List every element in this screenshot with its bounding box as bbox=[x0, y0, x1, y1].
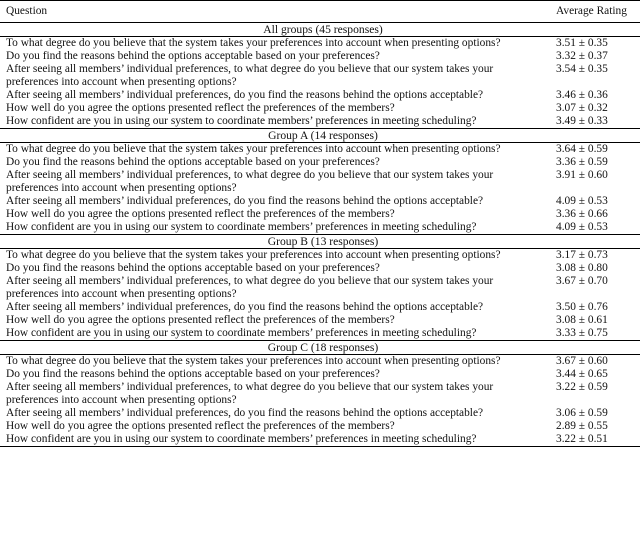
question-cell: After seeing all members’ individual preferences, to what degree do you believe that our system takes your preferences into account when presenting options? bbox=[6, 275, 494, 300]
question-cell: After seeing all members’ individual preferences, do you find the reasons behind the options acceptable? bbox=[6, 407, 484, 419]
group-title: Group A (14 responses) bbox=[0, 129, 640, 143]
table-row bbox=[0, 433, 640, 447]
question-cell: How well do you agree the options presented reflect the preferences of the members? bbox=[6, 208, 395, 220]
group-header-row bbox=[0, 235, 640, 249]
rating-cell: 3.44 ± 0.65 bbox=[556, 368, 608, 380]
question-cell: How well do you agree the options presented reflect the preferences of the members? bbox=[6, 314, 395, 326]
rating-cell: 3.54 ± 0.35 bbox=[556, 63, 608, 75]
question-cell: After seeing all members’ individual preferences, to what degree do you believe that our system takes your preferences into account when presenting options? bbox=[6, 381, 494, 406]
table-row bbox=[0, 208, 640, 221]
group-header-row bbox=[0, 129, 640, 143]
rating-cell: 3.67 ± 0.70 bbox=[556, 275, 608, 287]
rating-cell: 3.67 ± 0.60 bbox=[556, 355, 608, 367]
table-row bbox=[0, 156, 640, 169]
table-row bbox=[0, 249, 640, 263]
question-cell: How confident are you in using our system to coordinate members’ preferences in meeting scheduling? bbox=[6, 327, 477, 339]
question-cell: Do you find the reasons behind the options acceptable based on your preferences? bbox=[6, 50, 380, 62]
question-cell: To what degree do you believe that the system takes your preferences into account when presenting options? bbox=[6, 143, 501, 155]
question-cell: How well do you agree the options presented reflect the preferences of the members? bbox=[6, 420, 395, 432]
rating-cell: 3.08 ± 0.61 bbox=[556, 314, 608, 326]
question-cell: How well do you agree the options presented reflect the preferences of the members? bbox=[6, 102, 395, 114]
table-row bbox=[0, 355, 640, 369]
rating-cell: 3.06 ± 0.59 bbox=[556, 407, 608, 419]
rating-cell: 3.51 ± 0.35 bbox=[556, 37, 608, 49]
table-row bbox=[0, 63, 640, 89]
table-row bbox=[0, 115, 640, 129]
question-cell: To what degree do you believe that the system takes your preferences into account when presenting options? bbox=[6, 249, 501, 261]
question-cell: How confident are you in using our system to coordinate members’ preferences in meeting scheduling? bbox=[6, 221, 477, 233]
rating-cell: 3.17 ± 0.73 bbox=[556, 249, 608, 261]
rating-cell: 4.09 ± 0.53 bbox=[556, 221, 608, 233]
question-cell: Do you find the reasons behind the options acceptable based on your preferences? bbox=[6, 368, 380, 380]
question-cell: After seeing all members’ individual preferences, do you find the reasons behind the options acceptable? bbox=[6, 195, 484, 207]
rating-cell: 3.91 ± 0.60 bbox=[556, 169, 608, 181]
question-cell: To what degree do you believe that the system takes your preferences into account when presenting options? bbox=[6, 355, 501, 367]
rating-cell: 3.64 ± 0.59 bbox=[556, 143, 608, 155]
question-column-header: Question bbox=[0, 1, 548, 23]
table-row bbox=[0, 301, 640, 314]
group-title: Group C (18 responses) bbox=[0, 341, 640, 355]
rating-cell: 3.36 ± 0.66 bbox=[556, 208, 608, 220]
group-header-row bbox=[0, 23, 640, 37]
rating-cell: 3.46 ± 0.36 bbox=[556, 89, 608, 101]
table-row bbox=[0, 262, 640, 275]
table-row bbox=[0, 381, 640, 407]
rating-cell: 3.22 ± 0.51 bbox=[556, 433, 608, 445]
rating-cell: 3.49 ± 0.33 bbox=[556, 115, 608, 127]
question-cell: After seeing all members’ individual preferences, do you find the reasons behind the options acceptable? bbox=[6, 89, 484, 101]
table-row bbox=[0, 169, 640, 195]
rating-column-header: Average Rating bbox=[548, 1, 640, 23]
rating-cell: 3.07 ± 0.32 bbox=[556, 102, 608, 114]
rating-cell: 3.50 ± 0.76 bbox=[556, 301, 608, 313]
table-row bbox=[0, 89, 640, 102]
group-header-row bbox=[0, 341, 640, 355]
table-row bbox=[0, 221, 640, 235]
group-title: All groups (45 responses) bbox=[0, 23, 640, 37]
table-row bbox=[0, 143, 640, 157]
table-row bbox=[0, 314, 640, 327]
rating-cell: 4.09 ± 0.53 bbox=[556, 195, 608, 207]
table-row bbox=[0, 37, 640, 51]
table-body bbox=[0, 23, 640, 447]
question-cell: How confident are you in using our system to coordinate members’ preferences in meeting scheduling? bbox=[6, 115, 477, 127]
table-row bbox=[0, 195, 640, 208]
table-row bbox=[0, 327, 640, 341]
question-cell: How confident are you in using our system to coordinate members’ preferences in meeting scheduling? bbox=[6, 433, 477, 445]
table-row bbox=[0, 275, 640, 301]
table-row bbox=[0, 407, 640, 420]
rating-cell: 3.33 ± 0.75 bbox=[556, 327, 608, 339]
table-row bbox=[0, 368, 640, 381]
table-header-row bbox=[0, 1, 640, 23]
question-cell: Do you find the reasons behind the options acceptable based on your preferences? bbox=[6, 156, 380, 168]
question-cell: Do you find the reasons behind the options acceptable based on your preferences? bbox=[6, 262, 380, 274]
question-cell: After seeing all members’ individual preferences, do you find the reasons behind the options acceptable? bbox=[6, 301, 484, 313]
group-title: Group B (13 responses) bbox=[0, 235, 640, 249]
rating-cell: 3.36 ± 0.59 bbox=[556, 156, 608, 168]
table-row bbox=[0, 420, 640, 433]
rating-cell: 3.08 ± 0.80 bbox=[556, 262, 608, 274]
question-cell: After seeing all members’ individual preferences, to what degree do you believe that our system takes your preferences into account when presenting options? bbox=[6, 169, 494, 194]
rating-cell: 3.32 ± 0.37 bbox=[556, 50, 608, 62]
rating-cell: 3.22 ± 0.59 bbox=[556, 381, 608, 393]
table-row bbox=[0, 50, 640, 63]
rating-cell: 2.89 ± 0.55 bbox=[556, 420, 608, 432]
question-cell: To what degree do you believe that the system takes your preferences into account when presenting options? bbox=[6, 37, 501, 49]
table-row bbox=[0, 102, 640, 115]
question-cell: After seeing all members’ individual preferences, to what degree do you believe that our system takes your preferences into account when presenting options? bbox=[6, 63, 494, 88]
